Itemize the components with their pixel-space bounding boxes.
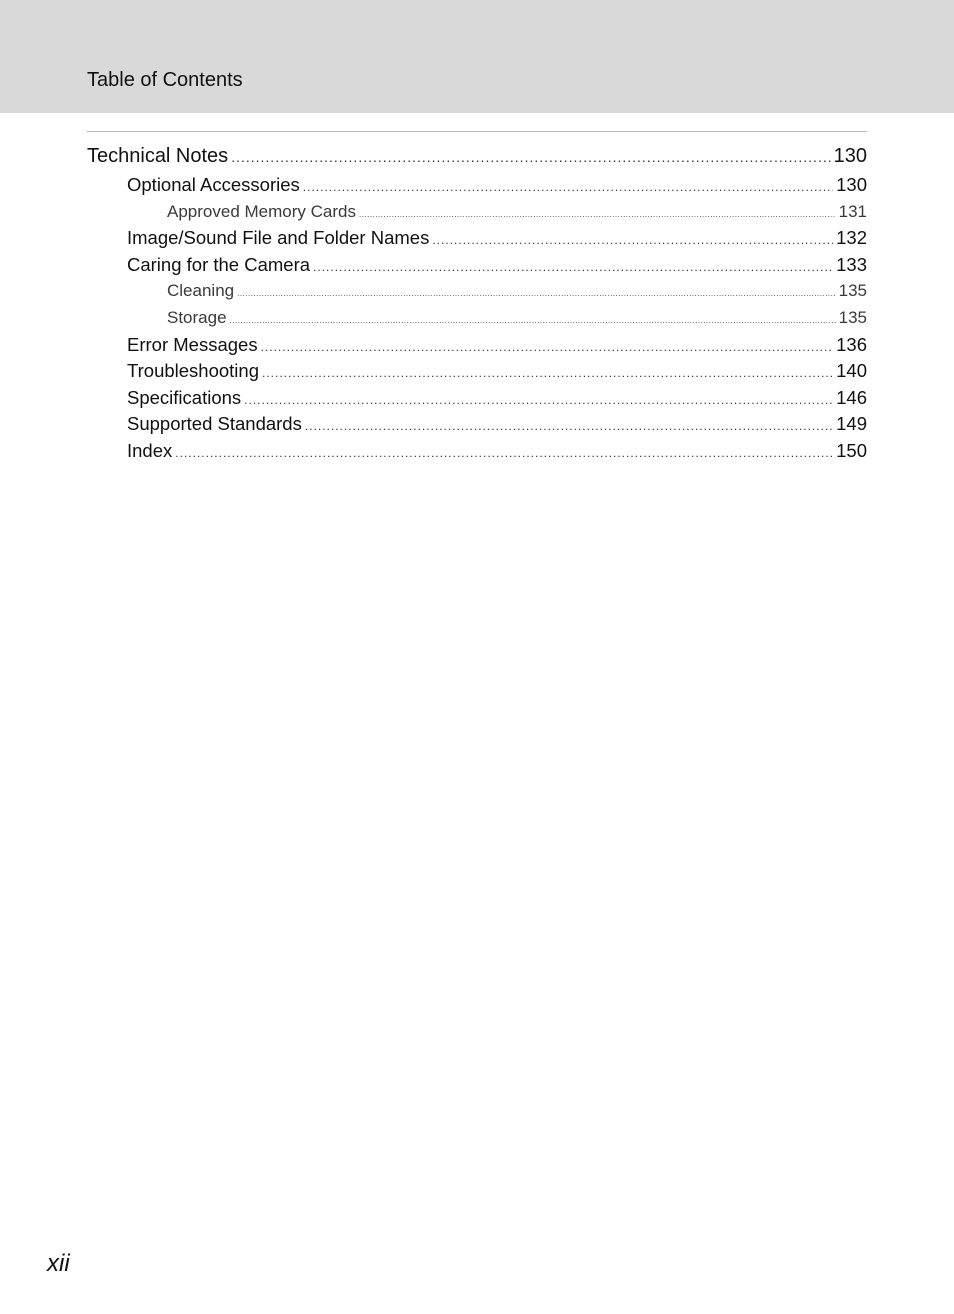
toc-entry[interactable] <box>87 252 867 279</box>
toc-entry-label: Troubleshooting <box>127 360 259 382</box>
toc-entry-label: Specifications <box>127 386 242 408</box>
toc-entry-label: Approved Memory Cards <box>167 201 356 221</box>
toc-entry-page: 130 <box>836 174 867 195</box>
toc-leader-dots <box>237 281 836 305</box>
toc-entry[interactable] <box>87 332 867 359</box>
toc-leader-dots <box>244 387 833 412</box>
toc-entry-page: 130 <box>833 145 867 167</box>
toc-entry[interactable] <box>87 411 867 438</box>
toc-leader-dots <box>230 308 836 332</box>
toc-entry[interactable] <box>87 438 867 465</box>
toc-entry-page: 131 <box>838 201 867 221</box>
toc-entry-label: Supported Standards <box>127 413 302 435</box>
toc-leader-dots <box>175 440 833 465</box>
toc-leader-dots <box>313 254 833 279</box>
toc-entry[interactable] <box>87 199 867 226</box>
toc-entry-page: 132 <box>836 227 867 249</box>
toc-entry-label: Caring for the Camera <box>127 253 311 275</box>
toc-entry[interactable] <box>87 358 867 385</box>
toc-entry-label: Optional Accessories <box>127 174 300 195</box>
toc-leader-dots <box>359 202 836 226</box>
toc-entry-page: 146 <box>836 386 867 408</box>
toc-entry[interactable] <box>87 140 867 172</box>
toc-entry-label: Index <box>127 439 173 461</box>
toc-entry[interactable] <box>87 225 867 252</box>
toc-entry[interactable] <box>87 305 867 332</box>
toc-entry-page: 136 <box>836 333 867 355</box>
toc-leader-dots <box>305 413 833 438</box>
toc-leader-dots <box>303 174 833 199</box>
toc-entry-page: 150 <box>836 439 867 461</box>
page-header-title: Table of Contents <box>87 69 243 91</box>
toc-leader-dots <box>261 334 834 359</box>
toc-entry-page: 140 <box>836 360 867 382</box>
toc-entry[interactable] <box>87 172 867 199</box>
table-of-contents <box>87 140 867 465</box>
toc-entry-label: Image/Sound File and Folder Names <box>127 227 430 249</box>
toc-leader-dots <box>262 360 833 385</box>
toc-entry-page: 133 <box>836 253 867 275</box>
toc-entry[interactable] <box>87 385 867 412</box>
toc-leader-dots <box>231 141 830 172</box>
header-band <box>0 0 954 113</box>
page-number: xii <box>47 1250 70 1277</box>
toc-entry-label: Storage <box>167 307 227 327</box>
divider <box>87 131 867 132</box>
toc-entry[interactable] <box>87 278 867 305</box>
toc-entry-page: 135 <box>838 307 867 327</box>
toc-entry-label: Technical Notes <box>87 145 229 167</box>
toc-leader-dots <box>432 227 833 252</box>
toc-entry-label: Cleaning <box>167 281 235 301</box>
toc-entry-label: Error Messages <box>127 333 258 355</box>
toc-entry-page: 135 <box>838 281 867 301</box>
toc-entry-page: 149 <box>836 413 867 435</box>
